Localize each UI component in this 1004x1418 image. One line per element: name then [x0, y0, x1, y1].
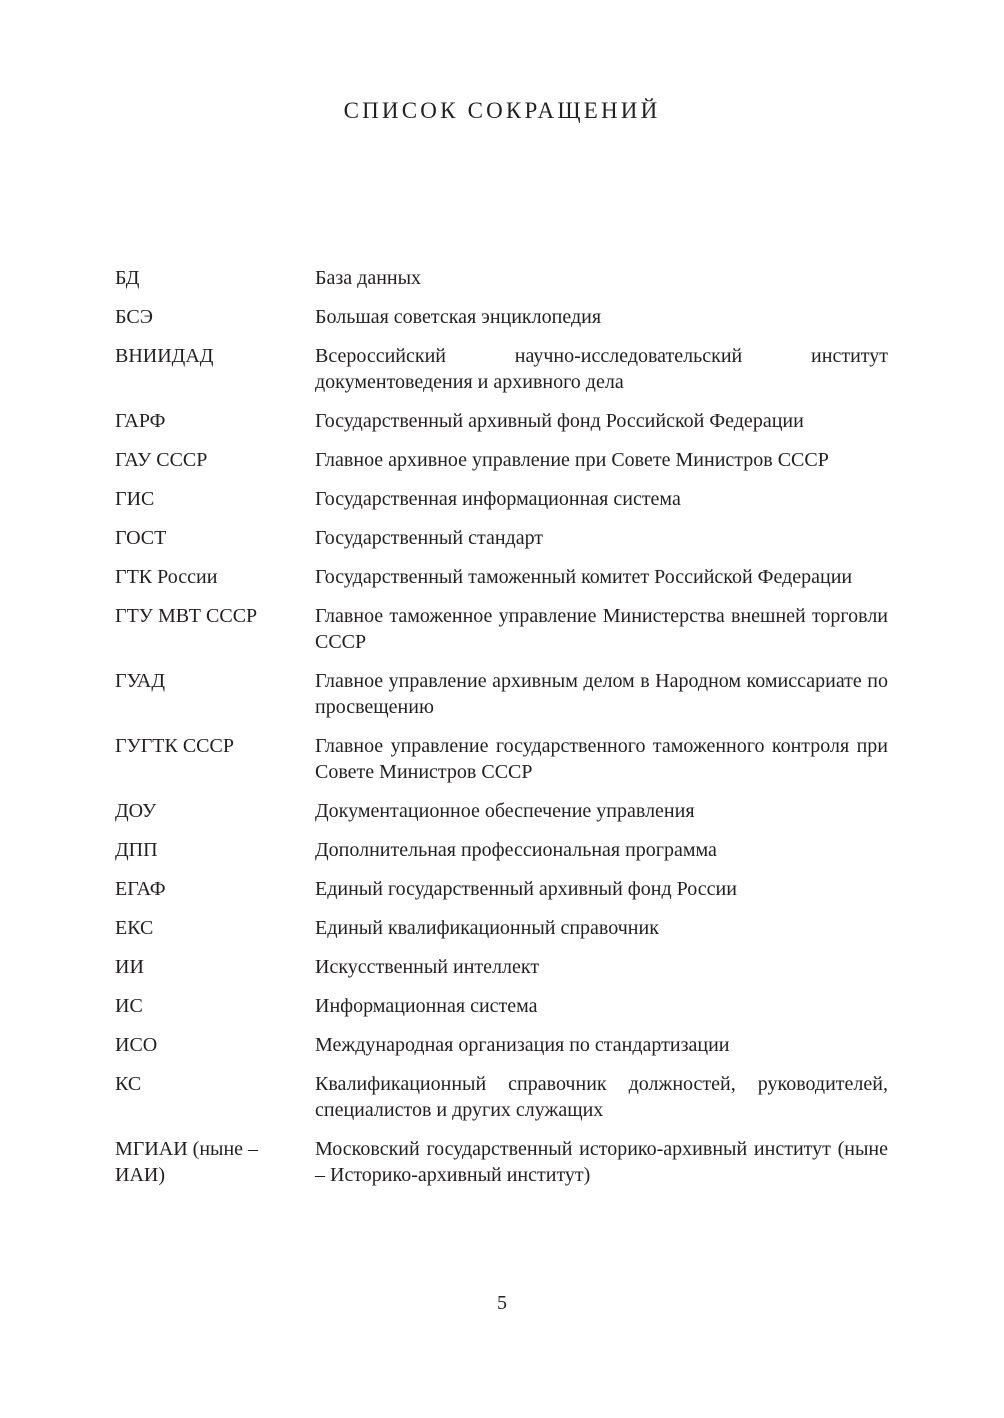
abbreviation-row	[115, 668, 888, 720]
abbreviation-row	[115, 1136, 888, 1188]
abbreviation-row	[115, 265, 888, 291]
abbreviation-row	[115, 343, 888, 395]
abbreviation-row	[115, 603, 888, 655]
abbreviation-definition: Информационная система	[315, 995, 538, 1017]
abbreviation-definition: Единый квалификационный справочник	[315, 917, 659, 939]
abbreviation-row	[115, 408, 888, 434]
abbreviation-term: ДПП	[115, 839, 158, 861]
abbreviation-term: ВНИИДАД	[115, 345, 214, 367]
abbreviation-term: ИИ	[115, 956, 144, 978]
abbreviation-row	[115, 915, 888, 941]
abbreviation-row	[115, 447, 888, 473]
abbreviation-term: ГУГТК СССР	[115, 735, 234, 757]
abbreviation-term: ГТК России	[115, 566, 218, 588]
abbreviation-row	[115, 1071, 888, 1123]
abbreviation-term: ИСО	[115, 1034, 158, 1056]
abbreviation-term: ГУАД	[115, 670, 165, 692]
abbreviation-term: КС	[115, 1073, 142, 1095]
abbreviation-definition: Единый государственный архивный фонд России	[315, 878, 737, 900]
abbreviation-definition: Квалификационный справочник должностей, руководителей, специалистов и других служащих	[315, 1073, 888, 1121]
abbreviation-definition: Документационное обеспечение управления	[315, 800, 695, 822]
abbreviation-row	[115, 954, 888, 980]
abbreviation-definition: Главное управление государственного таможенного контроля при Совете Министров СССР	[315, 735, 888, 783]
abbreviation-row	[115, 733, 888, 785]
abbreviation-term: МГИАИ (ныне – ИАИ)	[115, 1138, 259, 1186]
abbreviation-row	[115, 304, 888, 330]
abbreviation-row	[115, 837, 888, 863]
abbreviation-definition: Главное управление архивным делом в Народном комиссариате по просвещению	[315, 670, 888, 718]
abbreviation-row	[115, 486, 888, 512]
abbreviation-row	[115, 993, 888, 1019]
abbreviation-row	[115, 876, 888, 902]
abbreviation-term: ЕГАФ	[115, 878, 166, 900]
abbreviation-definition: Всероссийский научно-исследовательский институт документоведения и архивного дела	[315, 345, 888, 393]
page-number: 5	[497, 1292, 507, 1314]
abbreviation-row	[115, 1032, 888, 1058]
abbreviation-list	[115, 265, 888, 1201]
abbreviation-definition: Государственный таможенный комитет Российской Федерации	[315, 566, 853, 588]
abbreviation-term: БСЭ	[115, 306, 153, 328]
abbreviation-definition: Государственная информационная система	[315, 488, 681, 510]
abbreviation-definition: База данных	[315, 267, 422, 289]
abbreviation-definition: Большая советская энциклопедия	[315, 306, 602, 328]
abbreviation-term: ГАУ СССР	[115, 449, 208, 471]
abbreviation-row	[115, 564, 888, 590]
abbreviation-row	[115, 798, 888, 824]
abbreviation-row	[115, 525, 888, 551]
abbreviation-term: ГИС	[115, 488, 155, 510]
abbreviation-term: ГАРФ	[115, 410, 166, 432]
abbreviation-definition: Государственный архивный фонд Российской Федерации	[315, 410, 804, 432]
abbreviation-term: ГОСТ	[115, 527, 167, 549]
abbreviation-definition: Международная организация по стандартизации	[315, 1034, 730, 1056]
page-title: СПИСОК СОКРАЩЕНИЙ	[343, 98, 661, 123]
abbreviation-term: ГТУ МВТ СССР	[115, 605, 258, 627]
abbreviation-definition: Государственный стандарт	[315, 527, 544, 549]
abbreviation-term: ЕКС	[115, 917, 154, 939]
abbreviation-term: ИС	[115, 995, 143, 1017]
abbreviation-definition: Дополнительная профессиональная программа	[315, 839, 717, 861]
abbreviation-term: БД	[115, 267, 140, 289]
abbreviation-definition: Главное архивное управление при Совете Министров СССР	[315, 449, 829, 471]
abbreviation-definition: Московский государственный историко-архивный институт (ныне – Историко-архивный институт)	[315, 1138, 888, 1186]
abbreviation-term: ДОУ	[115, 800, 157, 822]
abbreviation-definition: Главное таможенное управление Министерства внешней торговли СССР	[315, 605, 888, 653]
abbreviation-definition: Искусственный интеллект	[315, 956, 540, 978]
